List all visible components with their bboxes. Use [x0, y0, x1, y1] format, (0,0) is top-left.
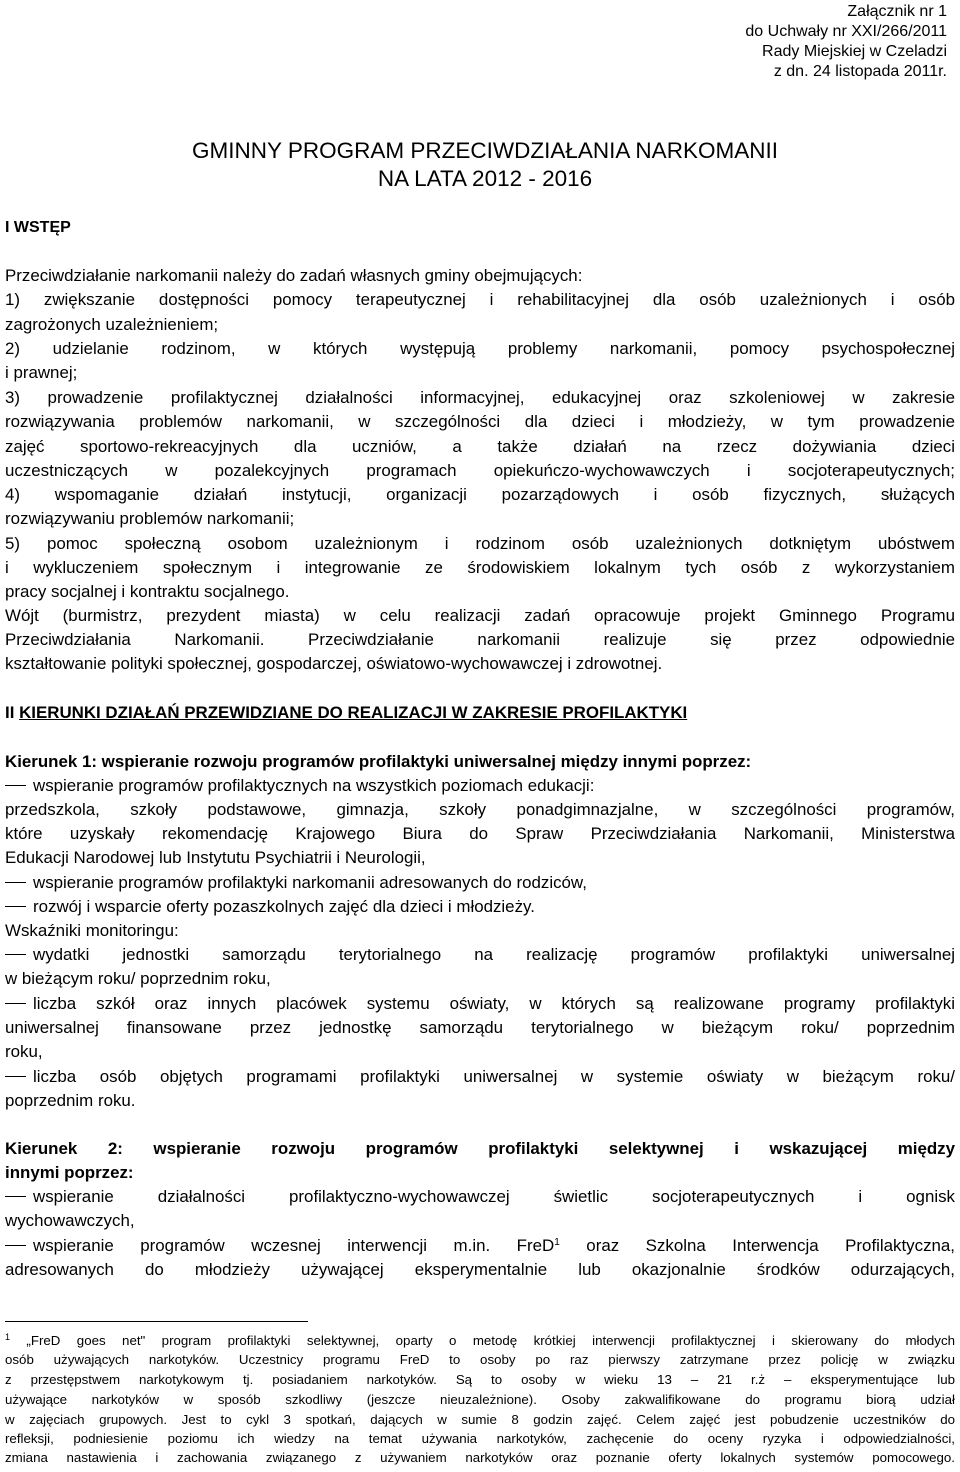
dash-bullet — [5, 1003, 26, 1004]
annex-line: Załącznik nr 1 — [847, 3, 947, 20]
annex-line: Rady Miejskiej w Czeladzi — [762, 43, 947, 60]
footnote-line: z przestępstwem narkotykowym tj. posiadaniem narkotyków. Są to osoby w wieku 13 – 21 r.ż – eksperymentujące lub — [5, 1372, 955, 1387]
intro-line: 1) zwiększanie dostępności pomocy terapeutycznej i rehabilitacyjnej dla osób uzależnionych i osób — [5, 290, 955, 309]
intro-line: zajęć sportowo-rekreacyjnych dla uczniów, a także działań na rzecz dożywiania dzieci — [5, 437, 955, 456]
footnote-line: używające narkotyków w sposób szkodliwy (jeszcze nieuzależnione). Osoby zakwalifikowane do programu biorą udział — [5, 1392, 955, 1407]
annex-line: z dn. 24 listopada 2011r. — [773, 63, 947, 80]
bullet-text-tail: oraz Szkolna Interwencja Profilaktyczna, — [559, 1236, 955, 1255]
text-line: uniwersalnej finansowane przez jednostkę samorządu terytorialnego w bieżącym roku/ poprzednim — [5, 1018, 955, 1037]
text-line: roku, — [5, 1042, 43, 1061]
intro-line: rozwiązywaniu problemów narkomanii; — [5, 509, 295, 528]
text-line: wychowawczych, — [5, 1211, 135, 1230]
text-line: przedszkola, szkoły podstawowe, gimnazja, szkoły ponadgimnazjalne, w szczególności programów, — [5, 800, 955, 819]
footnote-line: w zajęciach grupowych. Jest to cykl 3 spotkań, dających w sumie 8 godzin zajęć. Celem zajęć jest pobudzenie uczestników do — [5, 1412, 955, 1427]
intro-line: pracy socjalnej i kontraktu socjalnego. — [5, 582, 290, 601]
bullet-item — [5, 945, 955, 965]
bullet-text: wspieranie programów profilaktycznych na wszystkich poziomach edukacji: — [33, 776, 595, 795]
bullet-text: wydatki jednostki samorządu terytorialnego na realizację programów profilaktyki uniwersalnej — [33, 945, 955, 964]
document-title — [5, 137, 960, 193]
kierunek-1-heading: Kierunek 1: wspieranie rozwoju programów profilaktyki uniwersalnej między innymi poprzez: — [5, 752, 752, 771]
intro-line: rozwiązywania problemów narkomanii, w szczególności dla dzieci i młodzieży, w tym prowadzenie — [5, 412, 955, 431]
intro-line: Przeciwdziałanie narkomanii należy do zadań własnych gminy obejmujących: — [5, 266, 583, 285]
dash-bullet — [5, 906, 26, 907]
intro-line: 2) udzielanie rodzinom, w których występują problemy narkomanii, pomocy psychospołecznej — [5, 339, 955, 358]
bullet-item — [5, 1236, 955, 1256]
text-line: które uzyskały rekomendację Krajowego Biura do Spraw Przeciwdziałania Narkomanii, Ministerstwa — [5, 824, 955, 843]
bullet-item — [5, 873, 955, 893]
footnote-text: „FreD goes net" program profilaktyki selektywnej, oparty o metodę krótkiej interwencji profilaktycznej i skierowany do młodych — [10, 1333, 955, 1348]
intro-line: uczestniczących w pozalekcyjnych programach opiekuńczo-wychowawczych i socjoterapeutycznych; — [5, 461, 955, 480]
intro-line: i wykluczeniem społecznym i integrowanie ze środowiskiem lokalnym tych osób z wykorzystaniem — [5, 558, 955, 577]
title-line: NA LATA 2012 - 2016 — [377, 166, 593, 191]
text-line: w bieżącym roku/ poprzednim roku, — [5, 969, 271, 988]
intro-line: Wójt (burmistrz, prezydent miasta) w celu realizacji zadań opracowuje projekt Gminnego Programu — [5, 606, 955, 625]
bullet-item — [5, 897, 955, 917]
section-heading-kierunki — [5, 703, 955, 723]
dash-bullet — [5, 1076, 26, 1077]
footnote-line: zmiana nastawienia i zachowania związanego z używaniem narkotyków oraz poznanie oferty lokalnych systemów pomocowego. — [5, 1450, 955, 1465]
dash-bullet — [5, 1196, 26, 1197]
bullet-item — [5, 994, 955, 1014]
bullet-text: liczba szkół oraz innych placówek systemu oświaty, w których są realizowane programy profilaktyki — [33, 994, 955, 1013]
footnote-line — [5, 1333, 955, 1348]
dash-bullet — [5, 882, 26, 883]
section-title: KIERUNKI DZIAŁAŃ PRZEWIDZIANE DO REALIZACJI W ZAKRESIE PROFILAKTYKI — [19, 703, 688, 722]
section-number: II — [5, 703, 20, 722]
footnote-line: refleksji, podniesienie poziomu ich wiedzy na temat używania narkotyków, zachęcenie do oceny ryzyka i odpowiedzialności, — [5, 1431, 955, 1446]
section-heading-wstep: I WSTĘP — [5, 219, 71, 236]
bullet-text: liczba osób objętych programami profilaktyki uniwersalnej w systemie oświaty w bieżącym roku/ — [33, 1067, 955, 1086]
text-line: adresowanych do młodzieży używającej eksperymentalnie lub okazjonalnie środków odurzających, — [5, 1260, 955, 1279]
footnote-number: 1 — [5, 1332, 11, 1342]
bullet-text: wspieranie programów profilaktyki narkomanii adresowanych do rodziców, — [33, 873, 587, 892]
footnote-ref[interactable]: 1 — [554, 1237, 560, 1248]
title-line: GMINNY PROGRAM PRZECIWDZIAŁANIA NARKOMANII — [192, 138, 778, 163]
text-line: Edukacji Narodowej lub Instytutu Psychiatrii i Neurologii, — [5, 848, 426, 867]
kierunek-2-heading: Kierunek 2: wspieranie rozwoju programów profilaktyki selektywnej i wskazującej między — [5, 1139, 955, 1158]
text-line: poprzednim roku. — [5, 1091, 136, 1110]
intro-line: zagrożonych uzależnieniem; — [5, 315, 219, 334]
bullet-text: wspieranie działalności profilaktyczno-wychowawczej świetlic socjoterapeutycznych i ognisk — [33, 1187, 955, 1206]
intro-line: i prawnej; — [5, 363, 78, 382]
annex-header — [745, 2, 947, 82]
intro-line: 4) wspomaganie działań instytucji, organizacji pozarządowych i osób fizycznych, służących — [5, 485, 955, 504]
bullet-item — [5, 1187, 955, 1207]
footnote-separator — [5, 1321, 308, 1322]
bullet-text: rozwój i wsparcie oferty pozaszkolnych zajęć dla dzieci i młodzieży. — [33, 897, 535, 916]
bullet-item — [5, 776, 955, 796]
dash-bullet — [5, 785, 26, 786]
intro-line: kształtowanie polityki społecznej, gospodarczej, oświatowo-wychowawczej i zdrowotnej. — [5, 654, 663, 673]
bullet-text: wspieranie programów wczesnej interwencji m.in. FreD — [33, 1236, 555, 1255]
text-line: Wskaźniki monitoringu: — [5, 921, 179, 940]
footnote-line: osób używających narkotyków. Uczestnicy programu FreD to osoby po raz pierwszy zatrzymane przez policję w związku — [5, 1352, 955, 1367]
kierunek-2-heading-cont: innymi poprzez: — [5, 1163, 134, 1182]
intro-line: 3) prowadzenie profilaktycznej działalności informacyjnej, edukacyjnej oraz szkoleniowej w zakresie — [5, 388, 955, 407]
intro-line: Przeciwdziałania Narkomanii. Przeciwdziałanie narkomanii realizuje się przez odpowiednie — [5, 630, 955, 649]
annex-line: do Uchwały nr XXI/266/2011 — [745, 23, 947, 40]
dash-bullet — [5, 954, 26, 955]
intro-line: 5) pomoc społeczną osobom uzależnionym i rodzinom osób uzależnionych dotkniętym ubóstwem — [5, 534, 955, 553]
dash-bullet — [5, 1245, 26, 1246]
bullet-item — [5, 1067, 955, 1087]
